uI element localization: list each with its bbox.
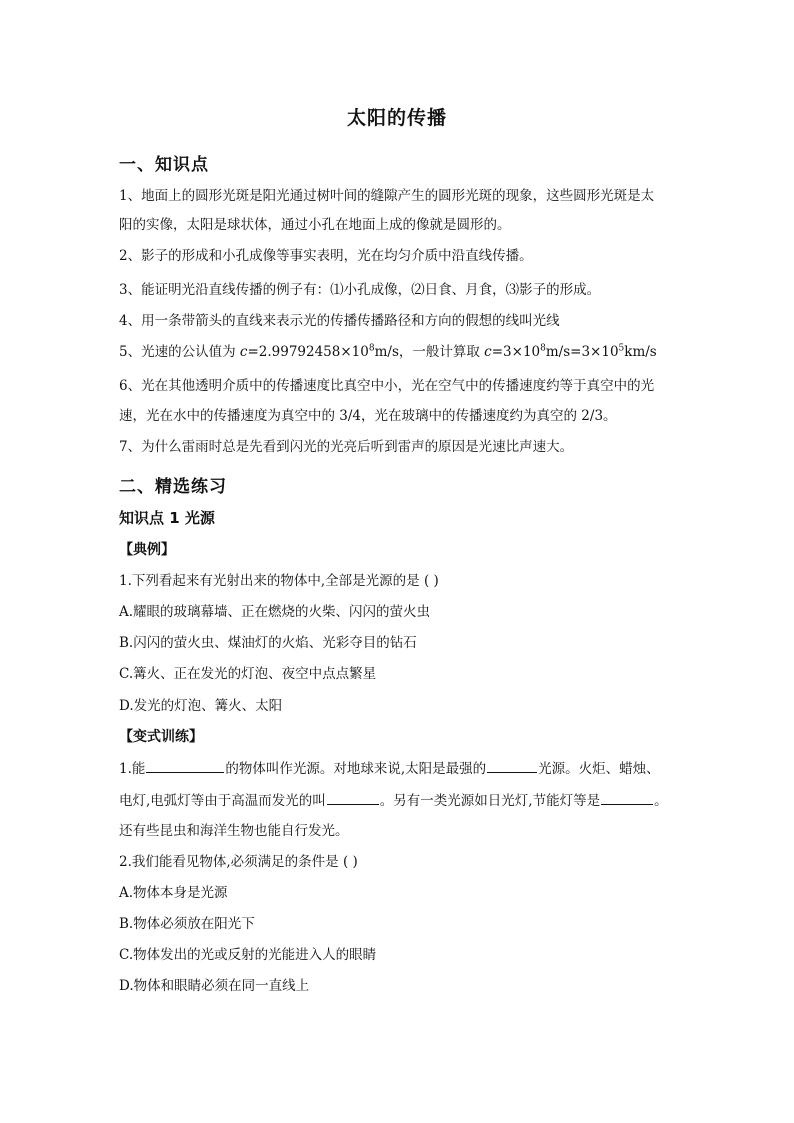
section-heading-knowledge: 一、知识点: [119, 155, 209, 175]
knowledge-point-1-line2: 阳的实像，太阳是球状体，通过小孔在地面上成的像就是圆形的。: [119, 217, 511, 233]
fill-text-d: 电灯,电弧灯等由于高温而发光的叫: [119, 793, 326, 809]
knowledge-point-6-line2: 速，光在水中的传播速度为真空中的 3/4，光在玻璃中的传播速度约为真空的 2/3。: [119, 408, 617, 424]
fill-blank-1: [146, 758, 224, 773]
question-2-option-c: C.物体发出的光或反射的光能进入人的眼睛: [119, 947, 377, 963]
knowledge-point-2: 2、影子的形成和小孔成像等事实表明，光在均匀介质中沿直线传播。: [119, 248, 533, 264]
fill-text-c: 光源。火炬、蜡烛、: [538, 761, 660, 777]
knowledge-point-3: 3、能证明光沿直线传播的例子有：⑴小孔成像，⑵日食、月食，⑶影子的形成。: [119, 282, 601, 298]
fill-text-f: 。: [654, 793, 668, 809]
fill-question-line2: [119, 790, 668, 811]
question-1-option-b: B.闪闪的萤火虫、煤油灯的火焰、光彩夺目的钻石: [119, 635, 417, 651]
p5-u2: m/s=3×10: [545, 344, 619, 360]
p5-c1: c: [239, 344, 248, 360]
question-2-option-d: D.物体和眼睛必须在同一直线上: [119, 978, 310, 994]
page-title: 太阳的传播: [346, 107, 447, 129]
question-1-option-a: A.耀眼的玻璃幕墙、正在燃烧的火柴、闪闪的萤火虫: [119, 604, 431, 620]
p5-u1: m/s，一般计算取: [374, 344, 485, 360]
fill-blank-3: [327, 790, 379, 805]
knowledge-point-1-line1: 1、地面上的圆形光斑是阳光通过树叶间的缝隙产生的圆形光斑的现象，这些圆形光斑是太: [119, 188, 655, 204]
p5-v1: =2.99792458×10: [247, 344, 369, 360]
fill-text-b: 的物体叫作光源。对地球来说,太阳是最强的: [225, 761, 487, 777]
p5-e1: 8: [368, 343, 375, 354]
knowledge-point-5: [119, 342, 657, 362]
fill-text-e: 。另有一类光源如日光灯,节能灯等是: [379, 793, 601, 809]
p5-e2: 8: [540, 343, 546, 354]
example-label: 【典例】: [119, 542, 175, 558]
section-heading-practice: 二、精选练习: [119, 477, 227, 497]
p5-prefix: 5、光速的公认值为: [119, 344, 240, 360]
p5-v2: =3×10: [491, 344, 541, 360]
knowledge-point-6-line1: 6、光在其他透明介质中的传播速度比真空中小，光在空气中的传播速度约等于真空中的光: [119, 378, 655, 394]
subheading-light-source: 知识点 1 光源: [119, 509, 215, 527]
p5-e3: 5: [618, 343, 625, 354]
fill-question-line3: 还有些昆虫和海洋生物也能自行发光。: [119, 823, 349, 839]
question-2-stem: 2.我们能看见物体,必须满足的条件是 ( ): [119, 854, 358, 870]
question-1-option-d: D.发光的灯泡、篝火、太阳: [119, 698, 283, 714]
knowledge-point-7: 7、为什么雷雨时总是先看到闪光的光亮后听到雷声的原因是光速比声速大。: [119, 439, 574, 455]
fill-question-line1: [119, 758, 660, 779]
knowledge-point-4: 4、用一条带箭头的直线来表示光的传播传播路径和方向的假想的线叫光线: [119, 313, 560, 329]
practice-label: 【变式训练】: [119, 729, 203, 745]
question-2-option-b: B.物体必须放在阳光下: [119, 916, 255, 932]
question-1-option-c: C.篝火、正在发光的灯泡、夜空中点点繁星: [119, 666, 377, 682]
fill-text-a: 1.能: [119, 761, 146, 777]
p5-c2: c: [484, 344, 492, 360]
p5-u3: km/s: [624, 344, 657, 360]
fill-blank-2: [487, 758, 537, 773]
question-2-option-a: A.物体本身是光源: [119, 885, 228, 901]
question-1-stem: 1.下列看起来有光射出来的物体中,全部是光源的是 ( ): [119, 573, 439, 589]
fill-blank-4: [601, 790, 653, 805]
